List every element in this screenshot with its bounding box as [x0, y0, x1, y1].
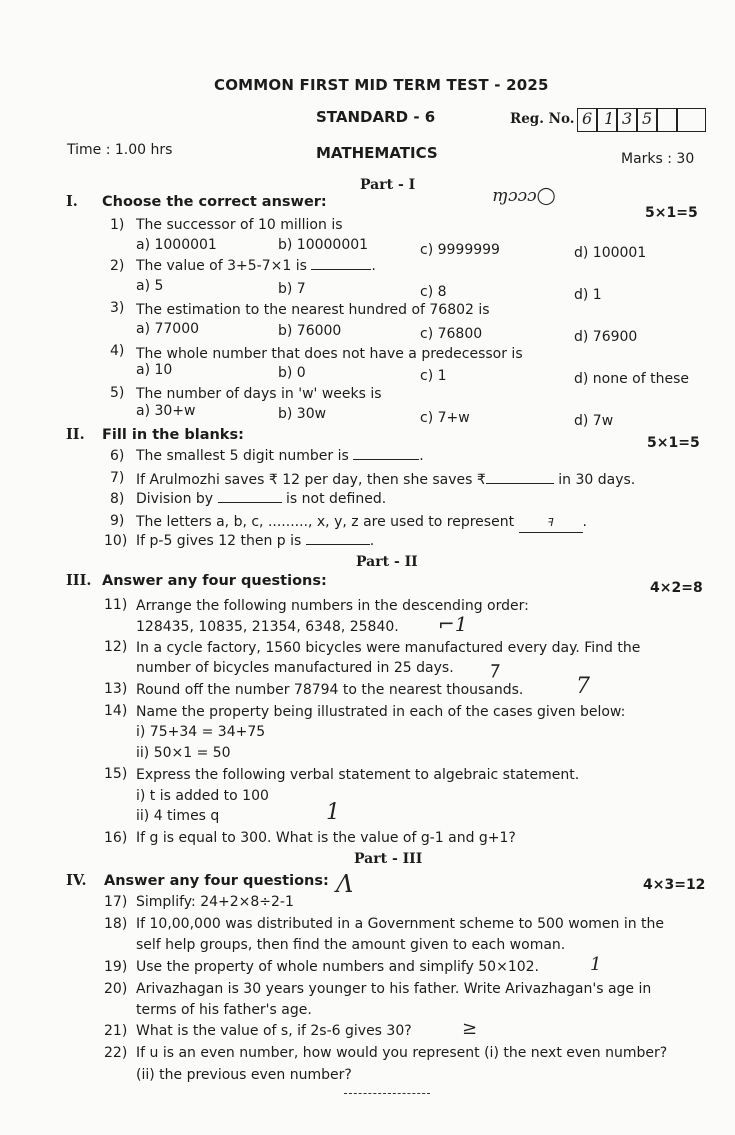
- reg-box-2: 1: [597, 108, 617, 132]
- q18-number: 18): [104, 916, 128, 932]
- q13-number: 13): [104, 681, 128, 697]
- q19-text: Use the property of whole numbers and simplify 50×102.: [136, 959, 539, 975]
- q3-option-a: a) 77000: [136, 321, 200, 337]
- q15-case-ii: ii) 4 times q: [136, 808, 220, 824]
- q13-text: Round off the number 78794 to the nearest thousands.: [136, 682, 524, 698]
- q11-line1: Arrange the following numbers in the descending order:: [136, 598, 529, 614]
- q3-text: The estimation to the nearest hundred of 76802 is: [136, 302, 490, 318]
- q12-handwritten-mark: ⁊: [488, 656, 498, 680]
- q20-number: 20): [104, 981, 128, 997]
- q6-text: The smallest 5 digit number is .: [136, 448, 424, 464]
- part-3-heading: Part - III: [354, 851, 423, 867]
- q18-line1: If 10,00,000 was distributed in a Government scheme to 500 women in the: [136, 916, 665, 932]
- q5-option-b: b) 30w: [278, 406, 327, 422]
- q13-handwritten-mark: 7: [576, 674, 590, 699]
- q2-option-a: a) 5: [136, 278, 164, 294]
- q14-case-i: i) 75+34 = 34+75: [136, 724, 266, 740]
- section-4-score: 4×3=12: [643, 877, 706, 893]
- q22-line1: If u is an even number, how would you represent (i) the next even number?: [136, 1045, 668, 1061]
- section-1-score: 5×1=5: [645, 205, 698, 221]
- section-2-score: 5×1=5: [647, 435, 700, 451]
- q5-option-c: c) 7+w: [420, 410, 470, 426]
- q6-number: 6): [110, 448, 125, 464]
- q16-number: 16): [104, 830, 128, 846]
- q8-text: Division by is not defined.: [136, 491, 387, 507]
- q1-text: The successor of 10 million is: [136, 217, 343, 233]
- standard-label: STANDARD - 6: [316, 108, 436, 126]
- reg-box-6: [677, 108, 706, 132]
- q11-line2: 128435, 10835, 21354, 6348, 25840.: [136, 619, 399, 635]
- q21-number: 21): [104, 1023, 128, 1039]
- time-label: Time : 1.00 hrs: [67, 142, 173, 158]
- q7-number: 7): [110, 470, 125, 486]
- q14-case-ii: ii) 50×1 = 50: [136, 745, 231, 761]
- q11-number: 11): [104, 597, 128, 613]
- q2-option-b: b) 7: [278, 281, 306, 297]
- reg-box-4: 5: [637, 108, 657, 132]
- q10-number: 10): [104, 533, 128, 549]
- q1-option-b: b) 10000001: [278, 237, 369, 253]
- reg-no-label: Reg. No.: [510, 111, 575, 127]
- q5-option-d: d) 7w: [574, 413, 614, 429]
- q1-option-a: a) 1000001: [136, 237, 217, 253]
- q12-line1: In a cycle factory, 1560 bicycles were manufactured every day. Find the: [136, 640, 641, 656]
- q3-option-d: d) 76900: [574, 329, 638, 345]
- q15-number: 15): [104, 766, 128, 782]
- q4-option-a: a) 10: [136, 362, 173, 378]
- q10-text: If p-5 gives 12 then p is .: [136, 533, 375, 549]
- q20-line1: Arivazhagan is 30 years younger to his father. Write Arivazhagan's age in: [136, 981, 652, 997]
- q15-case-i: i) t is added to 100: [136, 788, 269, 804]
- q1-number: 1): [110, 217, 125, 233]
- q2-text: The value of 3+5-7×1 is .: [136, 258, 376, 274]
- q17-number: 17): [104, 894, 128, 910]
- subject-label: MATHEMATICS: [316, 144, 438, 162]
- q9-text: The letters a, b, c, ........., x, y, z are used to represent ꟻ .: [136, 513, 587, 533]
- q3-option-b: b) 76000: [278, 323, 342, 339]
- q20-line2: terms of his father's age.: [136, 1002, 312, 1018]
- q2-option-d: d) 1: [574, 287, 602, 303]
- q12-line2: number of bicycles manufactured in 25 days.: [136, 660, 454, 676]
- q1-option-c: c) 9999999: [420, 242, 500, 258]
- reg-box-3: 3: [617, 108, 637, 132]
- q4-number: 4): [110, 343, 125, 359]
- section-1-number: I.: [66, 193, 78, 210]
- q19-handwritten-mark: 1: [590, 954, 602, 975]
- q8-number: 8): [110, 491, 125, 507]
- q17-text: Simplify: 24+2×8÷2-1: [136, 894, 294, 910]
- q12-number: 12): [104, 639, 128, 655]
- marks-label: Marks : 30: [621, 151, 695, 167]
- section-3-number: III.: [66, 572, 92, 589]
- reg-box-1: 6: [577, 108, 597, 132]
- q4-option-b: b) 0: [278, 365, 306, 381]
- q5-option-a: a) 30+w: [136, 403, 196, 419]
- q9-number: 9): [110, 513, 125, 529]
- section-2-title: Fill in the blanks:: [102, 427, 244, 443]
- section-3-score: 4×2=8: [650, 580, 703, 596]
- q16-text: If g is equal to 300. What is the value of g-1 and g+1?: [136, 830, 516, 846]
- q22-line2: (ii) the previous even number?: [136, 1067, 352, 1083]
- section-4-title: Answer any four questions:: [104, 873, 329, 889]
- part-2-heading: Part - II: [356, 554, 418, 570]
- q1-option-d: d) 100001: [574, 245, 647, 261]
- q15-text: Express the following verbal statement to algebraic statement.: [136, 767, 580, 783]
- section-4-number: IV.: [66, 872, 87, 889]
- q4-text: The whole number that does not have a predecessor is: [136, 346, 523, 362]
- section-4-handwritten-mark: Λ: [336, 870, 354, 898]
- q11-handwritten-mark: ⌐1: [438, 612, 468, 636]
- handwritten-scribble: ɱɔɔɔ◯: [492, 186, 556, 206]
- q2-number: 2): [110, 258, 125, 274]
- q7-text: If Arulmozhi saves ₹ 12 per day, then she saves ₹ in 30 days.: [136, 472, 636, 488]
- q18-line2: self help groups, then find the amount given to each woman.: [136, 937, 566, 953]
- q5-number: 5): [110, 385, 125, 401]
- section-2-number: II.: [66, 426, 85, 443]
- q4-option-c: c) 1: [420, 368, 447, 384]
- end-divider: [344, 1093, 430, 1094]
- q4-option-d: d) none of these: [574, 371, 690, 387]
- q3-number: 3): [110, 300, 125, 316]
- q3-option-c: c) 76800: [420, 326, 483, 342]
- part-1-heading: Part - I: [360, 177, 416, 193]
- q15-handwritten-mark: 1: [326, 800, 340, 825]
- q21-handwritten-mark: ≥: [462, 1018, 478, 1039]
- section-3-title: Answer any four questions:: [102, 573, 327, 589]
- q14-number: 14): [104, 703, 128, 719]
- q14-text: Name the property being illustrated in each of the cases given below:: [136, 704, 626, 720]
- section-1-title: Choose the correct answer:: [102, 194, 327, 210]
- q21-text: What is the value of s, if 2s-6 gives 30?: [136, 1023, 412, 1039]
- reg-box-5: [657, 108, 677, 132]
- q2-option-c: c) 8: [420, 284, 447, 300]
- exam-title: COMMON FIRST MID TERM TEST - 2025: [214, 76, 549, 94]
- q5-text: The number of days in 'w' weeks is: [136, 386, 382, 402]
- q19-number: 19): [104, 959, 128, 975]
- q22-number: 22): [104, 1045, 128, 1061]
